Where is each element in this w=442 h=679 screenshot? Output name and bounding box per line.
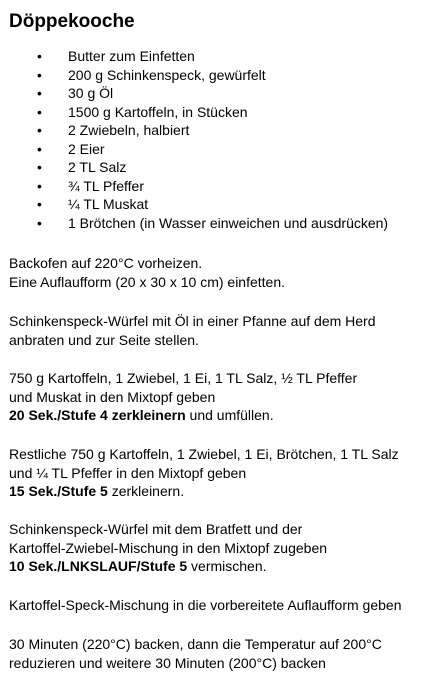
ingredient-text: 1 Brötchen (in Wasser einweichen und ausdrücken) xyxy=(68,214,389,231)
ingredient-text: 1500 g Kartoffeln, in Stücken xyxy=(68,103,248,120)
ingredient-text: 30 g Öl xyxy=(68,85,114,101)
bullet-icon: • xyxy=(37,214,42,231)
step-chop-second-half xyxy=(9,445,399,501)
step-line: und Muskat in den Mixtopf geben xyxy=(9,388,216,405)
step-line: Eine Auflaufform (20 x 30 x 10 cm) einfetten. xyxy=(9,273,286,290)
step-line-tail: und umfüllen. xyxy=(185,407,274,423)
step-line xyxy=(9,557,327,576)
step-line: Restliche 750 g Kartoffeln, 1 Zwiebel, 1 Ei, Brötchen, 1 TL Salz xyxy=(9,446,399,462)
ingredient-text: 2 TL Salz xyxy=(68,159,127,175)
bullet-icon: • xyxy=(37,177,42,194)
step-line-tail: zerkleinern. xyxy=(107,483,185,499)
step-line: anbraten und zur Seite stellen. xyxy=(9,331,199,348)
step-bake xyxy=(9,635,382,672)
ingredient-text: 200 g Schinkenspeck, gewürfelt xyxy=(68,66,266,83)
step-line: 750 g Kartoffeln, 1 Zwiebel, 1 Ei, 1 TL Salz, ½ TL Pfeffer xyxy=(9,370,358,386)
step-line: Schinkenspeck-Würfel mit Öl in einer Pfanne auf dem Herd xyxy=(9,313,376,329)
recipe-title: Döppekooche xyxy=(9,11,135,32)
ingredient-text: ¼ TL Muskat xyxy=(68,196,149,212)
step-line xyxy=(9,406,357,425)
ingredient-text: 2 Zwiebeln, halbiert xyxy=(68,122,190,138)
bullet-icon: • xyxy=(37,140,42,157)
step-setting: 20 Sek./Stufe 4 zerkleinern xyxy=(9,407,186,423)
step-setting: 15 Sek./Stufe 5 xyxy=(9,483,108,499)
step-line: Kartoffel-Speck-Mischung in die vorbereitete Auflaufform geben xyxy=(9,597,402,613)
step-fry-bacon xyxy=(9,312,376,349)
step-line: 30 Minuten (220°C) backen, dann die Temperatur auf 200°C xyxy=(9,636,382,652)
step-line xyxy=(9,482,399,501)
step-line: Schinkenspeck-Würfel mit dem Bratfett und der xyxy=(9,521,303,537)
bullet-icon: • xyxy=(37,85,42,101)
step-chop-first-half xyxy=(9,369,357,425)
step-fill-dish xyxy=(9,596,402,615)
bullet-icon: • xyxy=(37,122,42,138)
step-setting: 10 Sek./LNKSLAUF/Stufe 5 xyxy=(9,558,188,574)
bullet-icon: • xyxy=(37,48,42,64)
bullet-icon: • xyxy=(37,66,42,83)
bullet-icon: • xyxy=(37,103,42,120)
ingredient-text: 2 Eier xyxy=(68,140,105,157)
step-line: reduzieren und weitere 30 Minuten (200°C) backen xyxy=(9,654,326,671)
ingredient-text: ¾ TL Pfeffer xyxy=(68,177,145,194)
step-line: und ¼ TL Pfeffer in den Mixtopf geben xyxy=(9,464,247,481)
bullet-icon: • xyxy=(37,159,42,175)
step-line: Backofen auf 220°C vorheizen. xyxy=(9,255,203,271)
step-line-tail: vermischen. xyxy=(187,558,267,574)
ingredient-text: Butter zum Einfetten xyxy=(68,48,195,64)
step-line: Kartoffel-Zwiebel-Mischung in den Mixtopf zugeben xyxy=(9,539,328,556)
step-mix xyxy=(9,520,327,576)
step-preheat xyxy=(9,254,285,291)
bullet-icon: • xyxy=(37,196,42,212)
